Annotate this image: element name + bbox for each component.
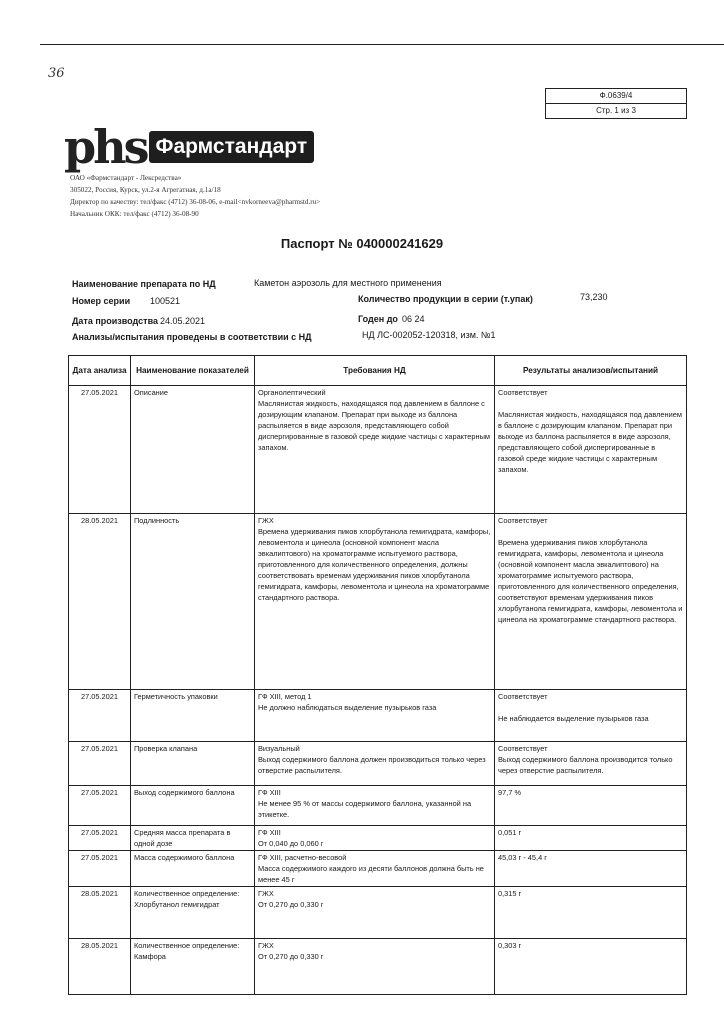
cell-res: Соответствует Не наблюдается выделение пузырьков газа (495, 690, 687, 742)
passport-title: Паспорт № 040000241629 (280, 236, 444, 251)
cell-req: ГЖХ От 0,270 до 0,330 г (255, 939, 495, 995)
cell-res: 0,303 г (495, 939, 687, 995)
form-code: Ф.0639/4 (599, 91, 633, 100)
cell-date: 27.05.2021 (69, 690, 131, 742)
cell-date: 27.05.2021 (69, 742, 131, 786)
header-date: Дата анализа (69, 356, 131, 386)
cell-res: 0,051 г (495, 826, 687, 851)
results-table (68, 355, 687, 995)
form-code-box (545, 88, 687, 119)
cell-name: Описание (131, 386, 255, 514)
cell-req: ГФ XIII, метод 1 Не должно наблюдаться выделение пузырьков газа (255, 690, 495, 742)
header-results: Результаты анализов/испытаний (495, 356, 687, 386)
table-row (69, 514, 687, 690)
cell-res: 45,03 г - 45,4 г (495, 851, 687, 887)
top-rule (40, 44, 724, 45)
cell-date: 27.05.2021 (69, 826, 131, 851)
cell-name: Проверка клапана (131, 742, 255, 786)
company-details (70, 172, 320, 220)
expiry-label: Годен до (358, 314, 398, 324)
cell-name: Выход содержимого баллона (131, 786, 255, 826)
cell-date: 27.05.2021 (69, 851, 131, 887)
cell-date: 28.05.2021 (69, 514, 131, 690)
header-name: Наименование показателей (131, 356, 255, 386)
cell-res: Соответствует Выход содержимого баллона производится только через отверстие распылителя. (495, 742, 687, 786)
drug-value: Каметон аэрозоль для местного применения (254, 278, 442, 288)
table-row (69, 826, 687, 851)
cell-req: ГФ XIII Не менее 95 % от массы содержимого баллона, указанной на этикетке. (255, 786, 495, 826)
cell-date: 27.05.2021 (69, 786, 131, 826)
company-line: Начальник ОКК: тел/факс (4712) 36-08-90 (70, 210, 199, 218)
series-value: 100521 (150, 296, 181, 306)
table-row (69, 386, 687, 514)
logo-mark: phs (64, 120, 147, 174)
qty-label: Количество продукции в серии (т.упак) (358, 294, 533, 304)
cell-req: Визуальный Выход содержимого баллона должен производиться только через отверстие распылителя. (255, 742, 495, 786)
drug-label: Наименование препарата по НД (72, 279, 216, 289)
table-body (69, 386, 687, 995)
cell-res: Соответствует Времена удерживания пиков хлорбутанола гемигидрата, камфоры, левоментола и цинеола (основной компонент масла эвкалиптового) на хроматограмме испытуемого раствора, приготовленного для количественного определения, соответствуют временам удерживания пиков хлорбутанола гемигидрата, камфоры, левоментола и цинеола на хроматограмме стандартного раствора. (495, 514, 687, 690)
cell-req: ГФ XIII, расчетно-весовой Масса содержимого каждого из десяти баллонов должна быть не менее 45 г (255, 851, 495, 887)
cell-date: 28.05.2021 (69, 939, 131, 995)
prod-date-value: 24.05.2021 (160, 316, 206, 326)
company-line: ОАО «Фармстандарт - Лексредства» (70, 174, 182, 182)
table-header-row (69, 356, 687, 386)
company-logo (64, 120, 314, 174)
company-line: 305022, Россия, Курск, ул.2-я Агрегатная, д.1а/18 (70, 186, 221, 194)
page-counter: Стр. 1 из 3 (546, 103, 686, 118)
logo-name: Фармстандарт (149, 131, 315, 163)
qty-value: 73,230 (580, 292, 608, 302)
cell-date: 28.05.2021 (69, 887, 131, 939)
cell-req: ГФ XIII От 0,040 до 0,060 г (255, 826, 495, 851)
company-line: Директор по качеству: тел/факс (4712) 36-08-06, e-mail<nvkorneeva@pharmstd.ru> (70, 198, 321, 206)
nd-value: НД ЛС-002052-120318, изм. №1 (362, 330, 496, 340)
series-label: Номер серии (72, 296, 131, 306)
cell-res: 0,315 г (495, 887, 687, 939)
cell-name: Средняя масса препарата в одной дозе (131, 826, 255, 851)
cell-date: 27.05.2021 (69, 386, 131, 514)
cell-name: Количественное определение: Камфора (131, 939, 255, 995)
cell-name: Подлинность (131, 514, 255, 690)
cell-name: Герметичность упаковки (131, 690, 255, 742)
cell-res: 97,7 % (495, 786, 687, 826)
nd-label: Анализы/испытания проведены в соответствии с НД (72, 332, 312, 342)
handwritten-note: 36 (48, 66, 65, 81)
table-row (69, 939, 687, 995)
prod-date-label: Дата производства (72, 316, 158, 326)
table-row (69, 786, 687, 826)
table-row (69, 851, 687, 887)
table-row (69, 742, 687, 786)
table-row (69, 690, 687, 742)
expiry-value: 06 24 (402, 314, 425, 324)
cell-res: Соответствует Маслянистая жидкость, находящаяся под давлением в баллоне с дозирующим клапаном. Препарат при выходе из баллона распыляется в виде аэрозоля, представляющего собой диспергированные в газовой среде жидкие частицы с характерным запахом. (495, 386, 687, 514)
cell-req: ГЖХ От 0,270 до 0,330 г (255, 887, 495, 939)
cell-req: Органолептический Маслянистая жидкость, находящаяся под давлением в баллоне с дозирующим клапаном. Препарат при выходе из баллона распыляется в виде аэрозоля, представляющего собой диспергированные в газовой среде жидкие частицы с характерным запахом. (255, 386, 495, 514)
cell-name: Масса содержимого баллона (131, 851, 255, 887)
table-row (69, 887, 687, 939)
cell-name: Количественное определение: Хлорбутанол гемигидрат (131, 887, 255, 939)
header-requirements: Требования НД (255, 356, 495, 386)
cell-req: ГЖХ Времена удерживания пиков хлорбутанола гемигидрата, камфоры, левоментола и цинеола (основной компонент масла эвкалиптового) на хроматограмме испытуемого раствора, приготовленного для количественного определения, должны соответствовать временам удерживания пиков хлорбутанола гемигидрата, камфоры, левоментола и цинеола на хроматограмме стандартного раствора. (255, 514, 495, 690)
